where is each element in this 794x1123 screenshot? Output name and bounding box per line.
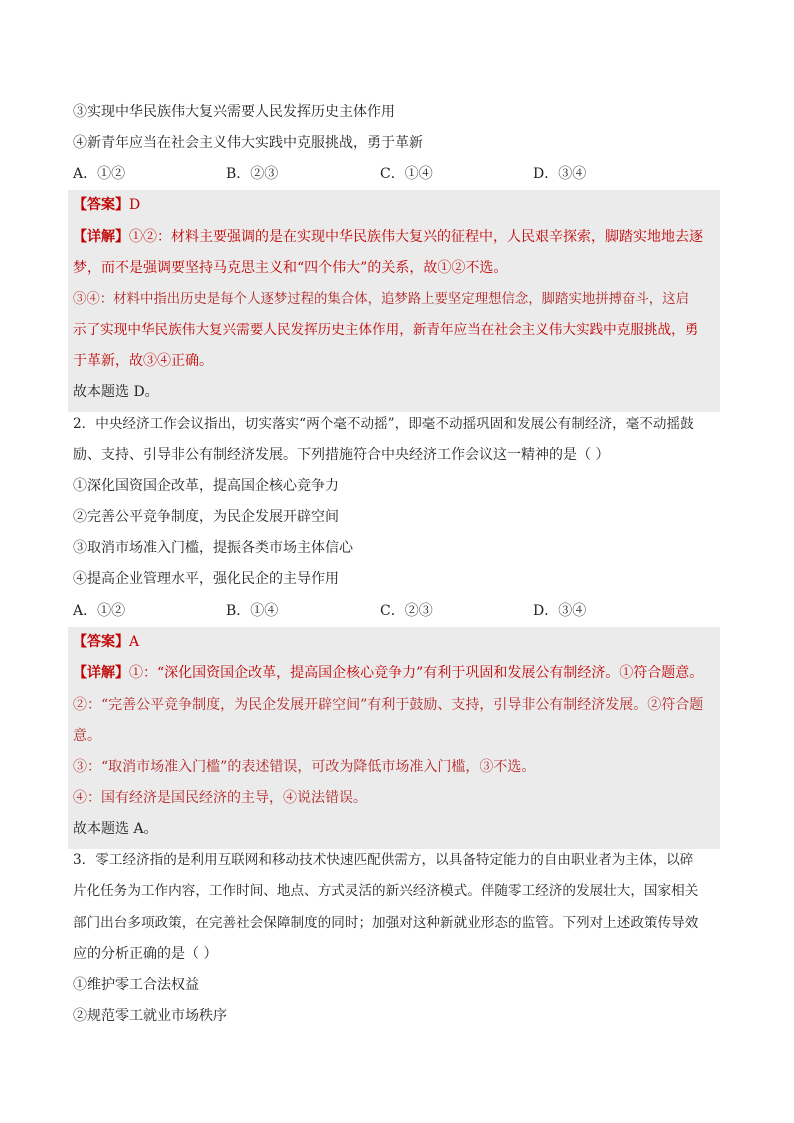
q1-detail-label: 【详解】 — [73, 229, 129, 245]
q2-statement-4: ④提高企业管理水平，强化民企的主导作用 — [73, 571, 339, 587]
q2-answer — [73, 632, 139, 652]
q2-stem-line-2: 励、支持、引导非公有制经济发展。下列措施符合中央经济工作会议这一精神的是（ ） — [73, 447, 610, 463]
q2-stem-line-1: 2．中央经济工作会议指出，切实落实“两个毫不动摇”，即毫不动摇巩固和发展公有制经济，毫不动摇鼓 — [73, 416, 694, 432]
q1-option-d: D．③④ — [533, 166, 587, 182]
q1-detail-line-5: 于革新，故③④正确。 — [73, 353, 213, 369]
q1-answer — [73, 195, 140, 215]
q2-conclusion: 故本题选 A。 — [73, 821, 158, 837]
q1-detail-text-1: ①②：材料主要强调的是在实现中华民族伟大复兴的征程中，人民艰辛探索，脚踏实地地去逐 — [129, 229, 703, 245]
q1-option-b: B．②③ — [226, 166, 279, 182]
q1-statement-4: ④新青年应当在社会主义伟大实践中克服挑战，勇于革新 — [73, 135, 423, 151]
q2-detail-text-1: ①：“深化国资国企改革，提高国企核心竞争力”有利于巩固和发展公有制经济。①符合题意。 — [129, 665, 704, 681]
q2-answer-value: A — [129, 634, 140, 650]
q2-answer-label: 【答案】 — [73, 634, 129, 650]
q1-detail-line-4: 示了实现中华民族伟大复兴需要人民发挥历史主体作用，新青年应当在社会主义伟大实践中克服挑战，勇 — [73, 322, 699, 338]
q1-detail-line-3: ③④：材料中指出历史是每个人逐梦过程的集合体，追梦路上要坚定理想信念，脚踏实地拼搏奋斗，这启 — [73, 292, 689, 307]
q1-detail-line-1 — [73, 227, 703, 247]
q2-option-b: B．①④ — [226, 603, 279, 619]
q1-answer-value: D — [129, 197, 141, 213]
q3-stem-line-2: 片化任务为工作内容，工作时间、地点、方式灵活的新兴经济模式。伴随零工经济的发展壮大，国家相关 — [73, 883, 699, 899]
q2-statement-2: ②完善公平竞争制度，为民企发展开辟空间 — [73, 509, 339, 525]
q2-detail-line-3: 意。 — [73, 728, 101, 744]
q2-detail-label: 【详解】 — [73, 665, 129, 681]
q3-stem-line-3: 部门出台多项政策，在完善社会保障制度的同时；加强对这种新就业形态的监管。下列对上述政策传导效 — [73, 915, 699, 931]
q2-detail-line-2: ②：“完善公平竞争制度，为民企发展开辟空间”有利于鼓励、支持，引导非公有制经济发展。②符合题 — [73, 697, 704, 713]
q3-stem-line-4: 应的分析正确的是（ ） — [73, 946, 218, 962]
q2-option-c: C．②③ — [380, 603, 433, 619]
q3-statement-1: ①维护零工合法权益 — [73, 977, 199, 993]
q3-statement-2: ②规范零工就业市场秩序 — [73, 1008, 227, 1024]
q2-option-d: D．③④ — [533, 603, 587, 619]
q1-answer-label: 【答案】 — [73, 197, 129, 213]
q1-detail-line-2: 梦，而不是强调要坚持马克思主义和“四个伟大”的关系，故①②不选。 — [73, 260, 508, 276]
q1-option-a: A．①② — [73, 166, 126, 182]
q2-detail-line-4: ③：“取消市场准入门槛”的表述错误，可改为降低市场准入门槛，③不选。 — [73, 759, 536, 775]
q1-conclusion: 故本题选 D。 — [73, 384, 159, 400]
q1-option-c: C．①④ — [380, 166, 433, 182]
q2-option-a: A．①② — [73, 603, 126, 619]
q1-statement-3: ③实现中华民族伟大复兴需要人民发挥历史主体作用 — [73, 104, 395, 120]
q2-statement-3: ③取消市场准入门槛，提振各类市场主体信心 — [73, 540, 353, 556]
q2-answer-box — [68, 627, 720, 849]
q2-statement-1: ①深化国资国企改革，提高国企核心竞争力 — [73, 478, 339, 494]
q2-detail-line-5: ④：国有经济是国民经济的主导，④说法错误。 — [73, 790, 367, 806]
q3-stem-line-1: 3．零工经济指的是利用互联网和移动技术快速匹配供需方，以具备特定能力的自由职业者为主体，以碎 — [73, 852, 694, 868]
q2-detail-line-1 — [73, 663, 703, 683]
